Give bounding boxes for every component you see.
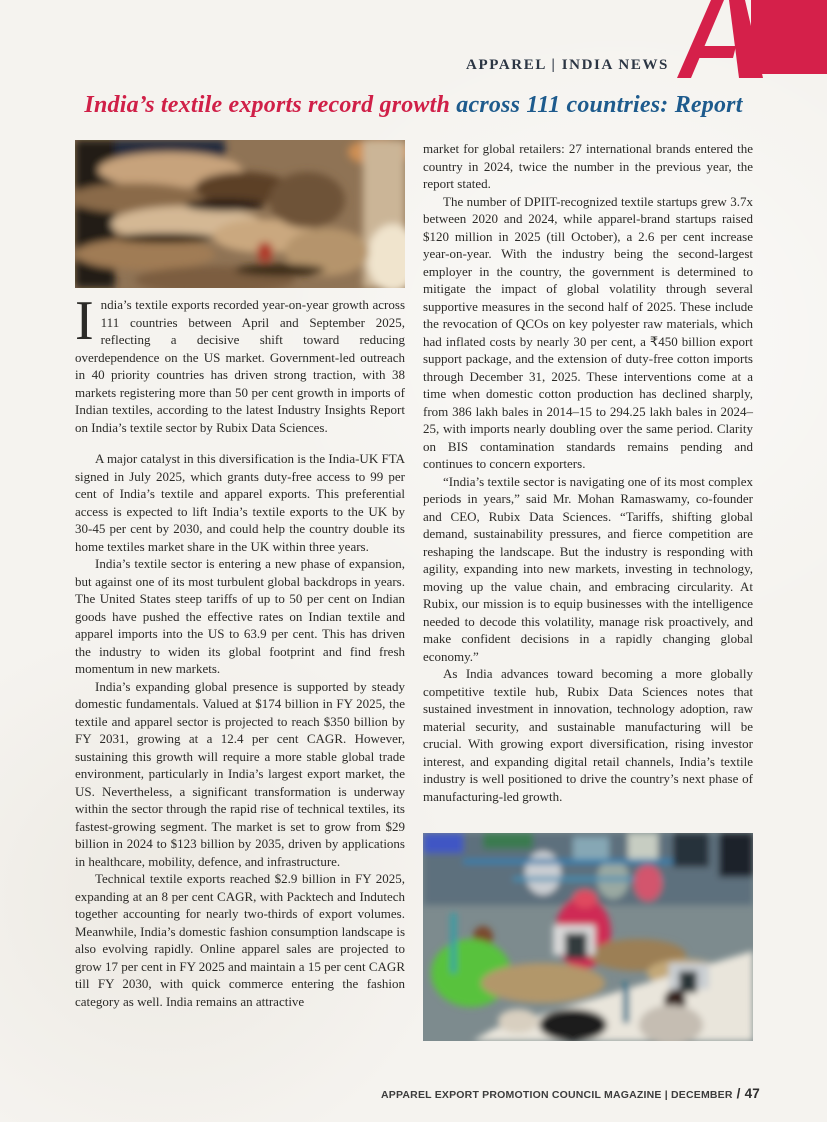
footer-page-number: / 47 bbox=[736, 1086, 760, 1101]
paragraph-7: The number of DPIIT-recognized textile startups grew 3.7x between 2020 and 2024, while apparel-brand startups raised $120 million in 2025 (till October), a 2.6 per cent increase year-on-year. With the industry being the second-largest employer in the country, the government is determined to mitigate the impact of global volatility through several supportive measures in the second half of 2025. These include the revocation of QCOs on key polyester raw materials, which had inflated costs by nearly 30 per cent, a ₹450 billion export support package, and the extension of duty-free cotton imports through December 31, 2025. These interventions come at a time when domestic cotton production has declined sharply, from 386 lakh bales in 2014–15 to 294.25 lakh bales in 2024–25, with imports nearly doubling over the same period. Clarity on BIS contamination standards remains pending and continues to concern exporters. bbox=[423, 193, 753, 471]
apparel-logo-a-icon bbox=[677, 0, 763, 78]
paragraph-6: market for global retailers: 27 international brands entered the country in 2024, twice the number in the previous year, the report stated. bbox=[423, 141, 753, 191]
page-footer bbox=[381, 1086, 760, 1101]
paragraph-9: As India advances toward becoming a more globally competitive textile hub, Rubix Data Sciences notes that sustained investment in innovation, technology adoption, raw material security, and sustainable manufacturing will be crucial. With growing export diversification, rising investor interest, and expanding digital retail channels, India’s textile industry is well positioned to drive the country’s next phase of manufacturing-led growth. bbox=[423, 666, 753, 804]
drop-cap: I bbox=[75, 290, 94, 352]
article-title bbox=[0, 92, 827, 119]
section-kicker: APPAREL | INDIA NEWS bbox=[466, 57, 669, 73]
paragraph-8: “India’s textile sector is navigating one of its most complex periods in years,” said Mr. Mohan Ramaswamy, co-founder and CEO, Rubix Data Sciences. “Tariffs, shifting global demand, sustainability pressures, and fierce competition are reshaping the landscape. But the industry is responding with agility, expanding into new markets, investing in technology, moving up the value chain, and embracing circularity. At Rubix, our mission is to equip businesses with the intelligence needed to decode this volatility, manage risk proactively, and make confident decisions in a rapidly changing global economy.” bbox=[423, 473, 753, 664]
title-primary: India’s textile exports record growth bbox=[84, 92, 451, 118]
paragraph-4: India’s expanding global presence is supported by steady domestic fundamentals. Valued at $174 billion in FY 2025, the textile and apparel sector is projected to reach $350 billion by FY 2031, growing at a 12.4 per cent CAGR. However, sustaining this growth will require a more stable global trade environment, particularly in India’s largest export market, the US. Nevertheless, a significant transformation is underway within the sector through the rapid rise of technical textiles, its fastest-growing segment. The market is set to grow from $29 billion in 2024 to $123 billion by 2035, driven by applications in healthcare, mobility, defence, and infrastructure. bbox=[75, 678, 405, 869]
footer-label: APPAREL EXPORT PROMOTION COUNCIL MAGAZINE | DECEMBER bbox=[380, 1089, 733, 1101]
article-body bbox=[75, 140, 753, 1041]
paragraph-1-text: ndia’s textile exports recorded year-on-year growth across 111 countries between April and September 2025, reflecting a decisive shift toward reducing overdependence on the US market. Government-led outreach in 40 priority countries has driven strong traction, with 38 markets registering more than 50 per cent growth in imports of Indian textiles, according to the latest Industry Insights Report on India’s textile sector by Rubix Data Sciences. bbox=[75, 297, 405, 435]
paragraph-2: A major catalyst in this diversification is the India-UK FTA signed in July 2025, which grants duty-free access to 99 per cent of India’s textile and apparel exports. This preferential access is expected to lift India’s textile exports to the UK by 30-45 per cent by 2030, and could help the country double its home textiles market share in the UK within three years. bbox=[75, 451, 405, 554]
paragraph-3: India’s textile sector is entering a new phase of expansion, but against one of its most turbulent global backdrops in years. The United States steep tariffs of up to 50 per cent on Indian goods have pushed the effective rates on Indian textile and apparel imports into the US to 63.9 per cent. This has driven the industry to widen its global footprint and find fresh momentum in new markets. bbox=[75, 556, 405, 676]
textile-stacks-photo bbox=[75, 140, 405, 288]
garment-factory-photo bbox=[423, 833, 753, 1041]
left-column bbox=[75, 140, 405, 1041]
title-secondary: across 111 countries: Report bbox=[450, 92, 743, 118]
paragraph-1 bbox=[75, 290, 405, 436]
paragraph-5: Technical textile exports reached $2.9 billion in FY 2025, expanding at an 8 per cent CAGR, with Packtech and Indutech together accounting for nearly two-thirds of export volumes. Meanwhile, India’s domestic fashion consumption landscape is also evolving rapidly. Online apparel sales are projected to grow 17 per cent in FY 2025 and maintain a 15 per cent CAGR till FY 2030, with quick commerce entering the fashion category as well. India remains an attractive bbox=[75, 871, 405, 1009]
right-column bbox=[423, 140, 753, 1041]
